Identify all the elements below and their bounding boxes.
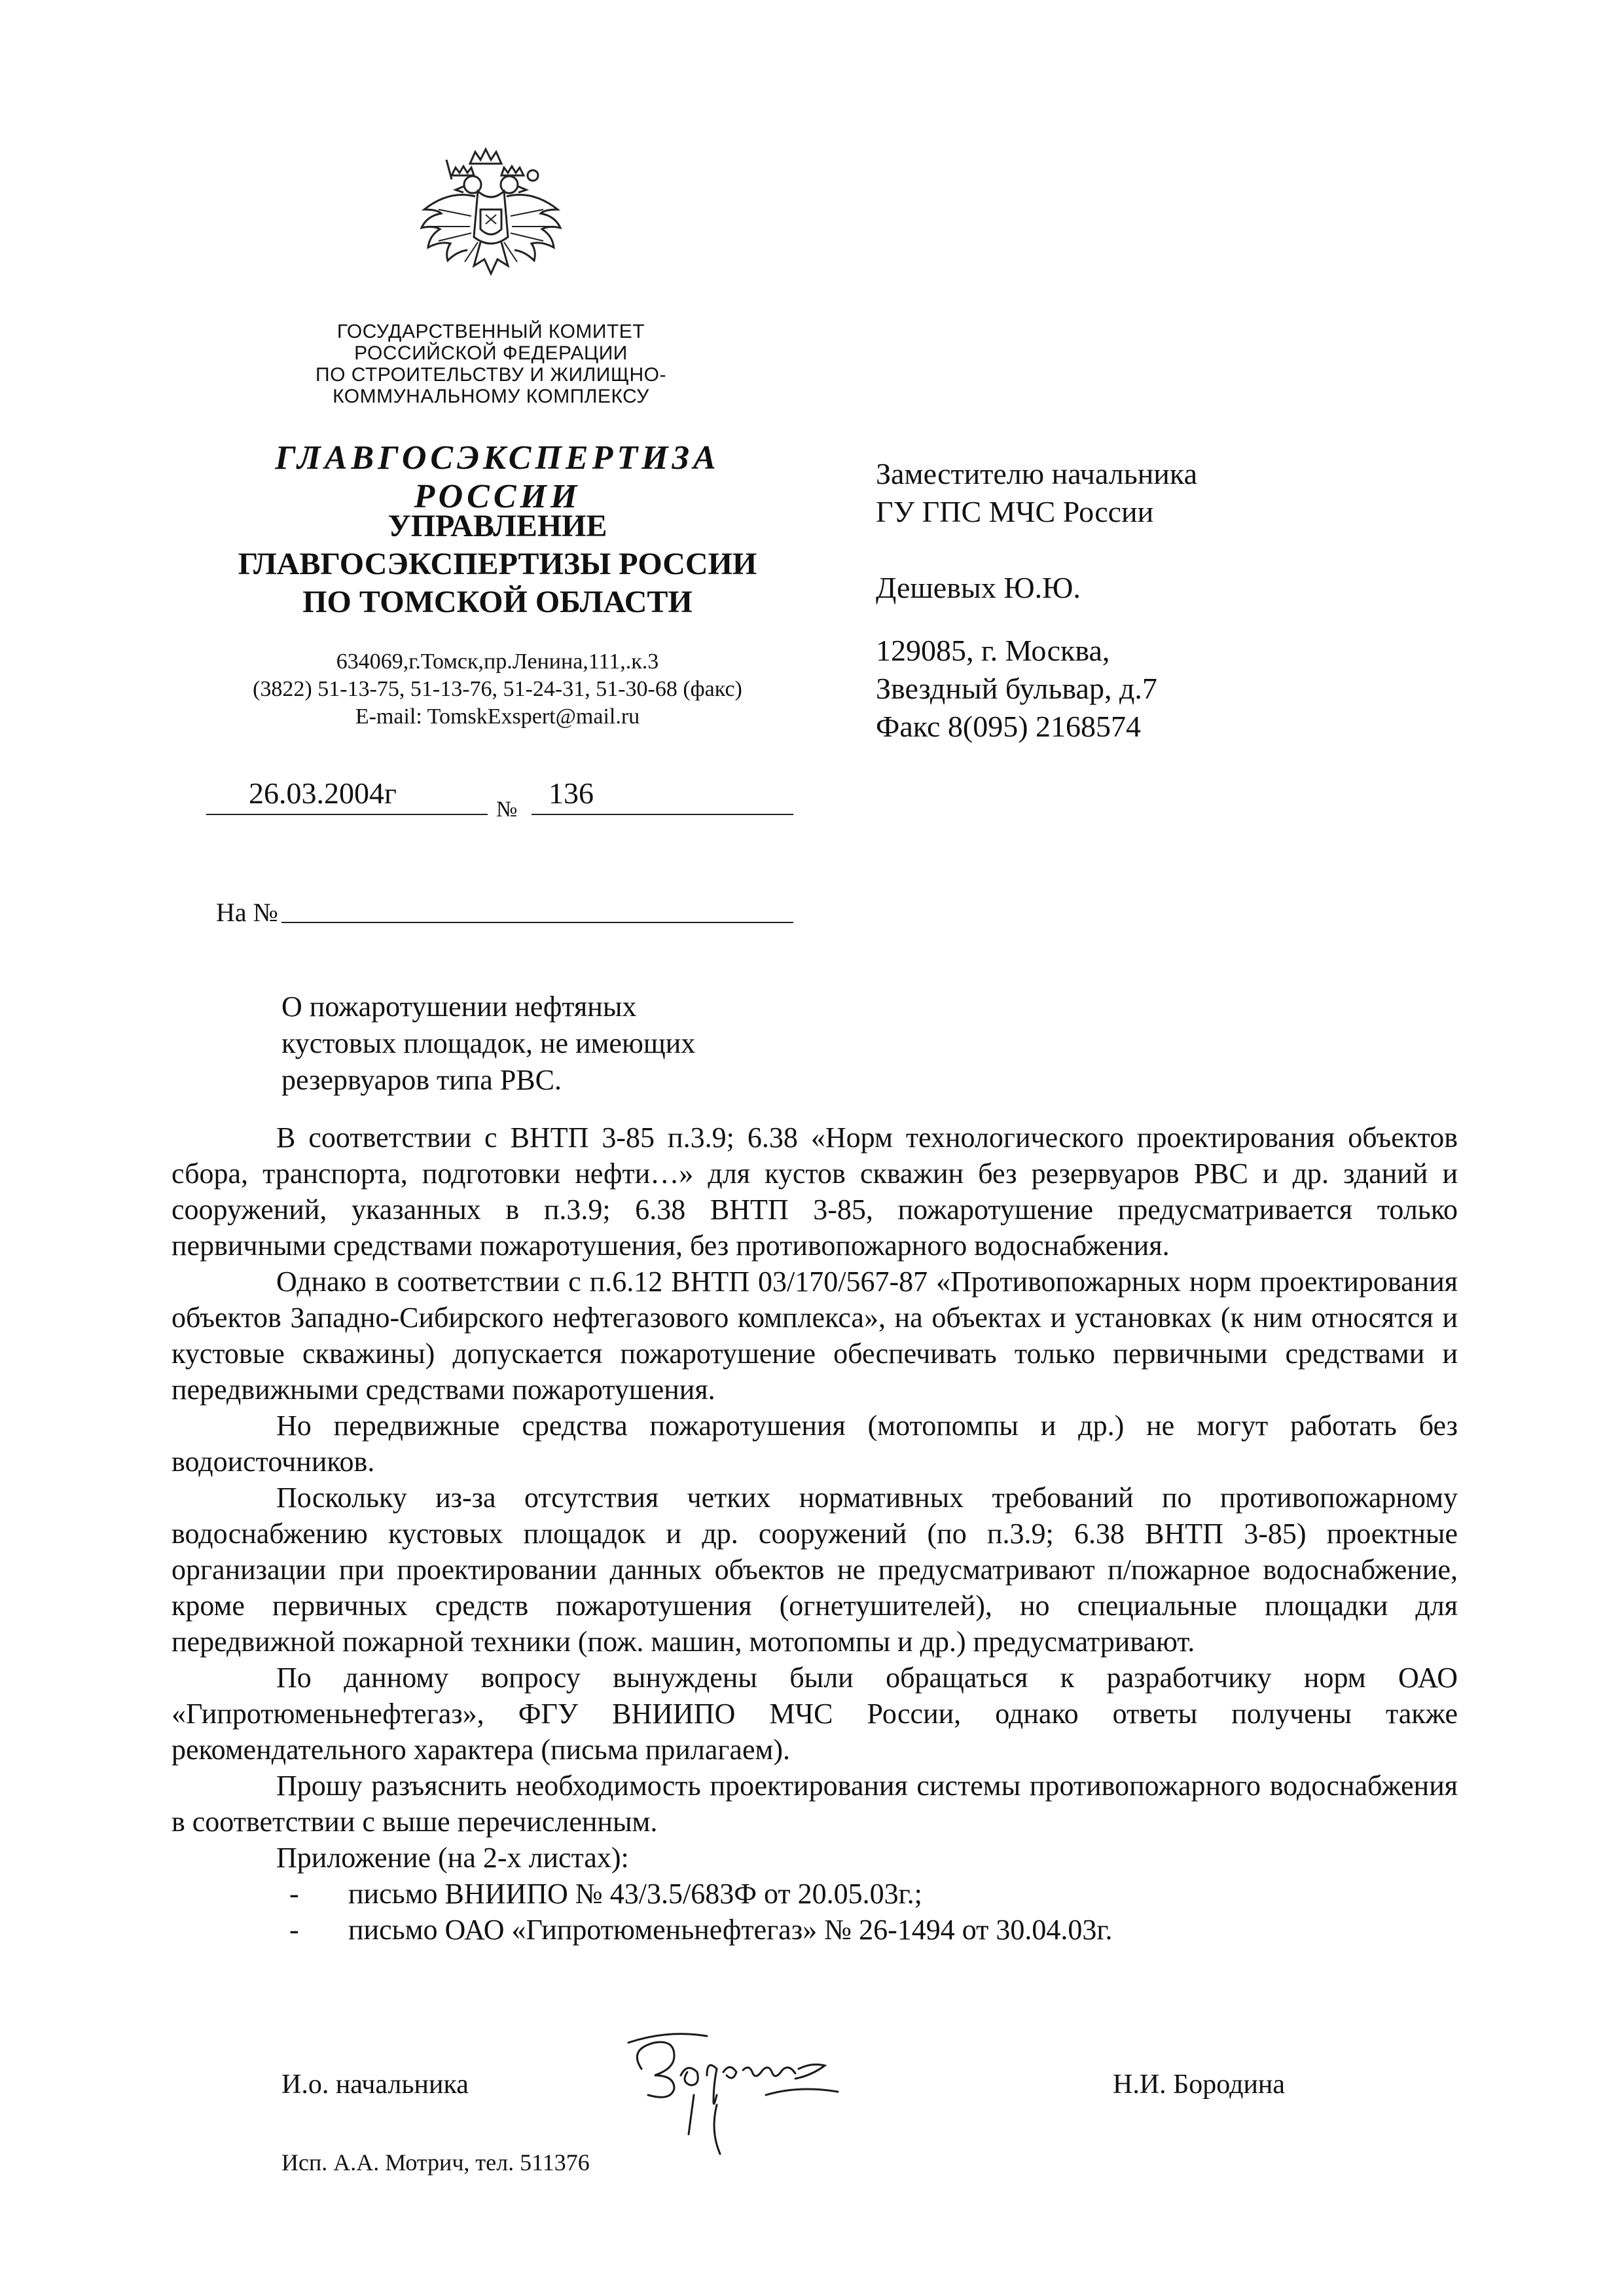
date-underline <box>206 814 488 815</box>
recipient-organization: ГУ ГПС МЧС России <box>876 495 1154 528</box>
sender-phone-line: (3822) 51-13-75, 51-13-76, 51-24-31, 51-30-68 (факс) <box>253 677 742 701</box>
subject-line: О пожаротушении нефтяных <box>281 991 637 1023</box>
attachment-text: письмо ОАО «Гипротюменьнефтегаз» № 26-1494 от 30.04.03г. <box>348 1914 1113 1946</box>
letter-subject <box>281 989 871 1099</box>
sender-address <box>190 648 805 731</box>
body-paragraph: Прошу разъяснить необходимость проектирования системы противопожарного водоснабжения в соответствии с выше перечисленным. <box>171 1770 1458 1838</box>
organization-title: ГЛАВГОСЭКСПЕРТИЗА РОССИИ <box>275 439 720 515</box>
recipient-position: Заместителю начальника <box>876 457 1197 490</box>
body-paragraph: Однако в соответствии с п.6.12 ВНТП 03/170/567-87 «Противопожарных норм проектирования объектов Западно-Сибирского нефтегазового комплекса», на объектах и установках (к ним относятся и кустовые скважины) допускается пожаротушение обеспечивать только первичными средствами и передвижными средствами пожаротушения. <box>171 1266 1458 1406</box>
sender-address-line: 634069,г.Томск,пр.Ленина,111,.к.3 <box>336 649 659 674</box>
attachment-text: письмо ВНИИПО № 43/3.5/683Ф от 20.05.03г.; <box>348 1878 922 1910</box>
coat-of-arms-emblem <box>412 137 569 308</box>
body-paragraph: Поскольку из-за отсутствия четких нормативных требований по противопожарному водоснабжению кустовых площадок и др. сооружений (по п.3.9; 6.38 ВНТП 3-85) проектные организации при проектировании данных объектов не предусматривают п/пожарное водоснабжение, кроме первичных средств пожаротушения (огнетушителей), но специальные площадки для передвижной пожарной техники (пож. машин, мотопомпы и др.) предусматривают. <box>171 1482 1458 1658</box>
list-dash: - <box>289 1914 299 1946</box>
department-line: ПО ТОМСКОЙ ОБЛАСТИ <box>302 585 693 619</box>
department-name <box>190 507 805 621</box>
department-line: ГЛАВГОСЭКСПЕРТИЗЫ РОССИИ <box>238 547 757 581</box>
letter-body <box>171 1120 1458 1948</box>
number-underline <box>532 814 793 815</box>
letter-date: 26.03.2004г <box>249 776 397 810</box>
committee-line: РОССИЙСКОЙ ФЕДЕРАЦИИ <box>354 342 628 364</box>
recipient-address-line: 129085, г. Москва, <box>876 634 1110 667</box>
recipient-address-line: Звездный бульвар, д.7 <box>876 672 1157 705</box>
attachment-item <box>276 1912 1458 1948</box>
letter-number: 136 <box>549 776 594 810</box>
committee-line: ГОСУДАРСТВЕННЫЙ КОМИТЕТ <box>336 321 645 342</box>
executor-info: Исп. А.А. Мотрич, тел. 511376 <box>281 2149 590 2176</box>
signatory-name: Н.И. Бородина <box>1113 2069 1286 2100</box>
attachments-block <box>171 1840 1458 1948</box>
committee-line: КОММУНАЛЬНОМУ КОМПЛЕКСУ <box>333 386 649 407</box>
body-paragraph: Но передвижные средства пожаротушения (мотопомпы и др.) не могут работать без водоисточников. <box>171 1410 1458 1478</box>
attachment-item <box>276 1876 1458 1912</box>
reply-to-label: На № <box>216 898 278 927</box>
list-dash: - <box>289 1878 299 1910</box>
body-paragraph: По данному вопросу вынуждены были обращаться к разработчику норм ОАО «Гипротюменьнефтегаз», ФГУ ВНИИПО МЧС России, однако ответы получены также рекомендательного характера (письма прилагаем). <box>171 1662 1458 1766</box>
attachments-label: Приложение (на 2-х листах): <box>276 1842 629 1874</box>
reply-to-underline <box>281 922 793 923</box>
recipient-fax: Факс 8(095) 2168574 <box>876 710 1142 743</box>
recipient-name: Дешевых Ю.Ю. <box>876 571 1081 604</box>
body-paragraph: В соответствии с ВНТП 3-85 п.3.9; 6.38 «Норм технологического проектирования объектов сбора, транспорта, подготовки нефти…» для кустов скважин без резервуаров РВС и др. зданий и сооружений, указанных в п.3.9; 6.38 ВНТП 3-85, пожаротушение предусматривается только первичными средствами пожаротушения, без противопожарного водоснабжения. <box>171 1121 1458 1262</box>
number-sign: № <box>496 797 518 822</box>
sender-email-line: E-mail: TomskExspert@mail.ru <box>355 704 640 729</box>
department-line: УПРАВЛЕНИЕ <box>388 509 607 543</box>
recipient-block <box>876 455 1465 746</box>
signatory-title: И.о. начальника <box>281 2069 469 2100</box>
subject-line: резервуаров типа РВС. <box>281 1064 562 1096</box>
committee-line: ПО СТРОИТЕЛЬСТВУ И ЖИЛИЩНО- <box>316 364 666 386</box>
handwritten-signature <box>602 2023 877 2174</box>
committee-name <box>203 321 779 407</box>
subject-line: кустовых площадок, не имеющих <box>281 1027 696 1059</box>
